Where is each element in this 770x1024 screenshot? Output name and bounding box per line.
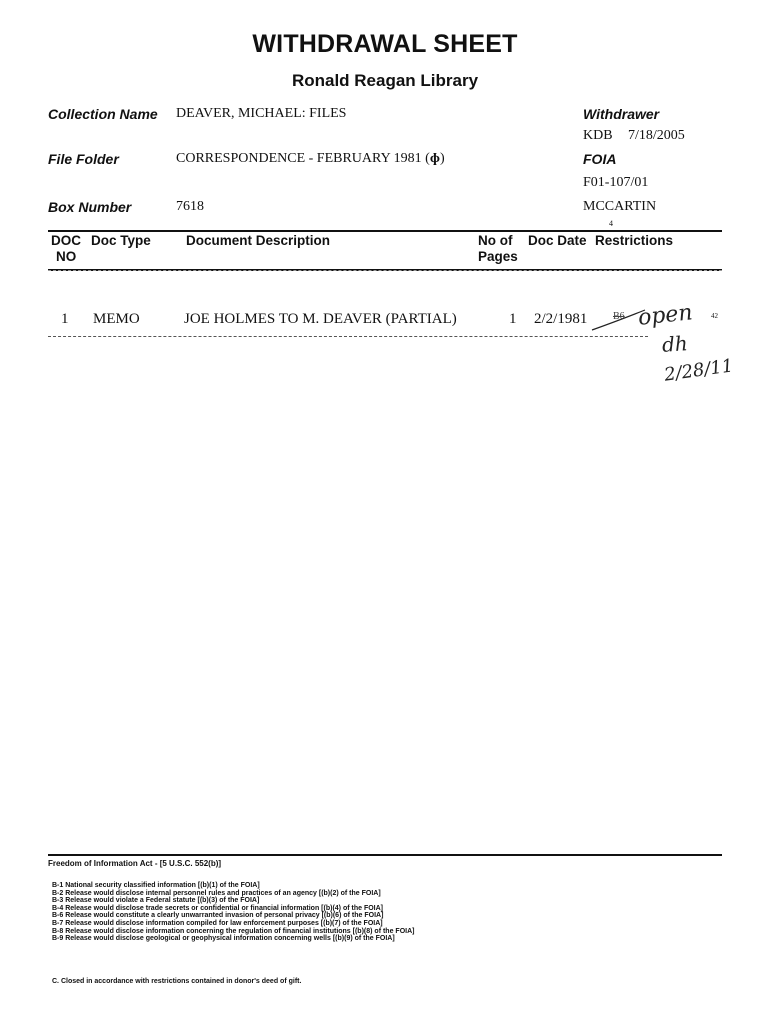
closing-note: C. Closed in accordance with restrictions contained in donor's deed of gift. [52,978,302,985]
library-name: Ronald Reagan Library [291,71,479,90]
row-description: JOE HOLMES TO M. DEAVER (PARTIAL) [184,311,457,327]
exemption-note: B-8 Release would disclose information concerning the regulation of financial institutions [(b)(8) of the FOIA] [52,927,415,935]
row-handwritten-status: open [636,300,694,331]
col-header-description: Document Description [186,233,331,248]
col-header-doc-date: Doc Date [528,233,587,248]
page-title: WITHDRAWAL SHEET [252,30,518,58]
row-doc-type: MEMO [93,311,140,327]
box-number-value: 7618 [176,199,204,214]
exemption-note: B-6 Release would constitute a clearly unwarranted invasion of personal privacy [(b)(6) of the FOIA] [52,912,384,920]
exemption-note: B-1 National security classified information [(b)(1) of the FOIA] [52,882,260,889]
exemption-note: B-2 Release would disclose internal personnel rules and practices of an agency [(b)(2) of the FOIA] [52,889,381,897]
file-folder-label: File Folder [48,151,119,167]
foia-requester: MCCARTIN [583,199,657,214]
foia-footer-title: Freedom of Information Act - [5 U.S.C. 552(b)] [48,859,222,868]
col-header-doc-no: DOC NO [51,233,81,264]
col-header-restrictions: Restrictions [595,233,674,248]
item-count: 4 [609,219,613,228]
collection-name-value: DEAVER, MICHAEL: FILES [176,106,347,121]
restriction-strike-mark [590,300,710,340]
table-top-rule [48,230,722,232]
withdrawer-date: 7/18/2005 [628,128,685,143]
foia-case-number: F01-107/01 [583,175,649,190]
exemption-note: B-3 Release would violate a Federal statute [(b)(3) of the FOIA] [52,897,260,905]
exemption-list [52,882,414,943]
foia-label: FOIA [583,151,617,167]
row-handwritten-date: 2/28/11 [662,355,735,386]
file-folder-value: CORRESPONDENCE - FEBRUARY 1981 (ɸ) [176,151,445,166]
footer-rule [48,854,722,856]
header-dash-rule [48,270,722,271]
withdrawer-label: Withdrawer [583,106,660,122]
row-restriction-code: B6 [613,311,625,322]
row-small-number: 42 [711,312,718,320]
col-header-doc-type: Doc Type [91,233,151,248]
exemption-note: B-4 Release would disclose trade secrets or confidential or financial information [(b)(4) of the FOIA] [52,904,383,912]
row-doc-date: 2/2/1981 [534,311,588,327]
col-header-pages: No of Pages [478,233,518,264]
withdrawer-initials: KDB [583,128,613,143]
row-pages: 1 [509,311,517,327]
exemption-note: B-9 Release would disclose geological or geophysical information concerning wells [(b)(9) of the FOIA] [52,935,395,943]
box-number-label: Box Number [48,199,132,215]
collection-name-label: Collection Name [48,106,158,122]
row-doc-no: 1 [61,311,69,327]
exemption-note: B-7 Release would disclose information compiled for law enforcement purposes [(b)(7) of the FOIA] [52,919,383,927]
file-folder-symbol: ɸ [429,151,440,166]
row-handwritten-initials: dh [661,331,689,357]
row-dash-rule [48,336,648,337]
